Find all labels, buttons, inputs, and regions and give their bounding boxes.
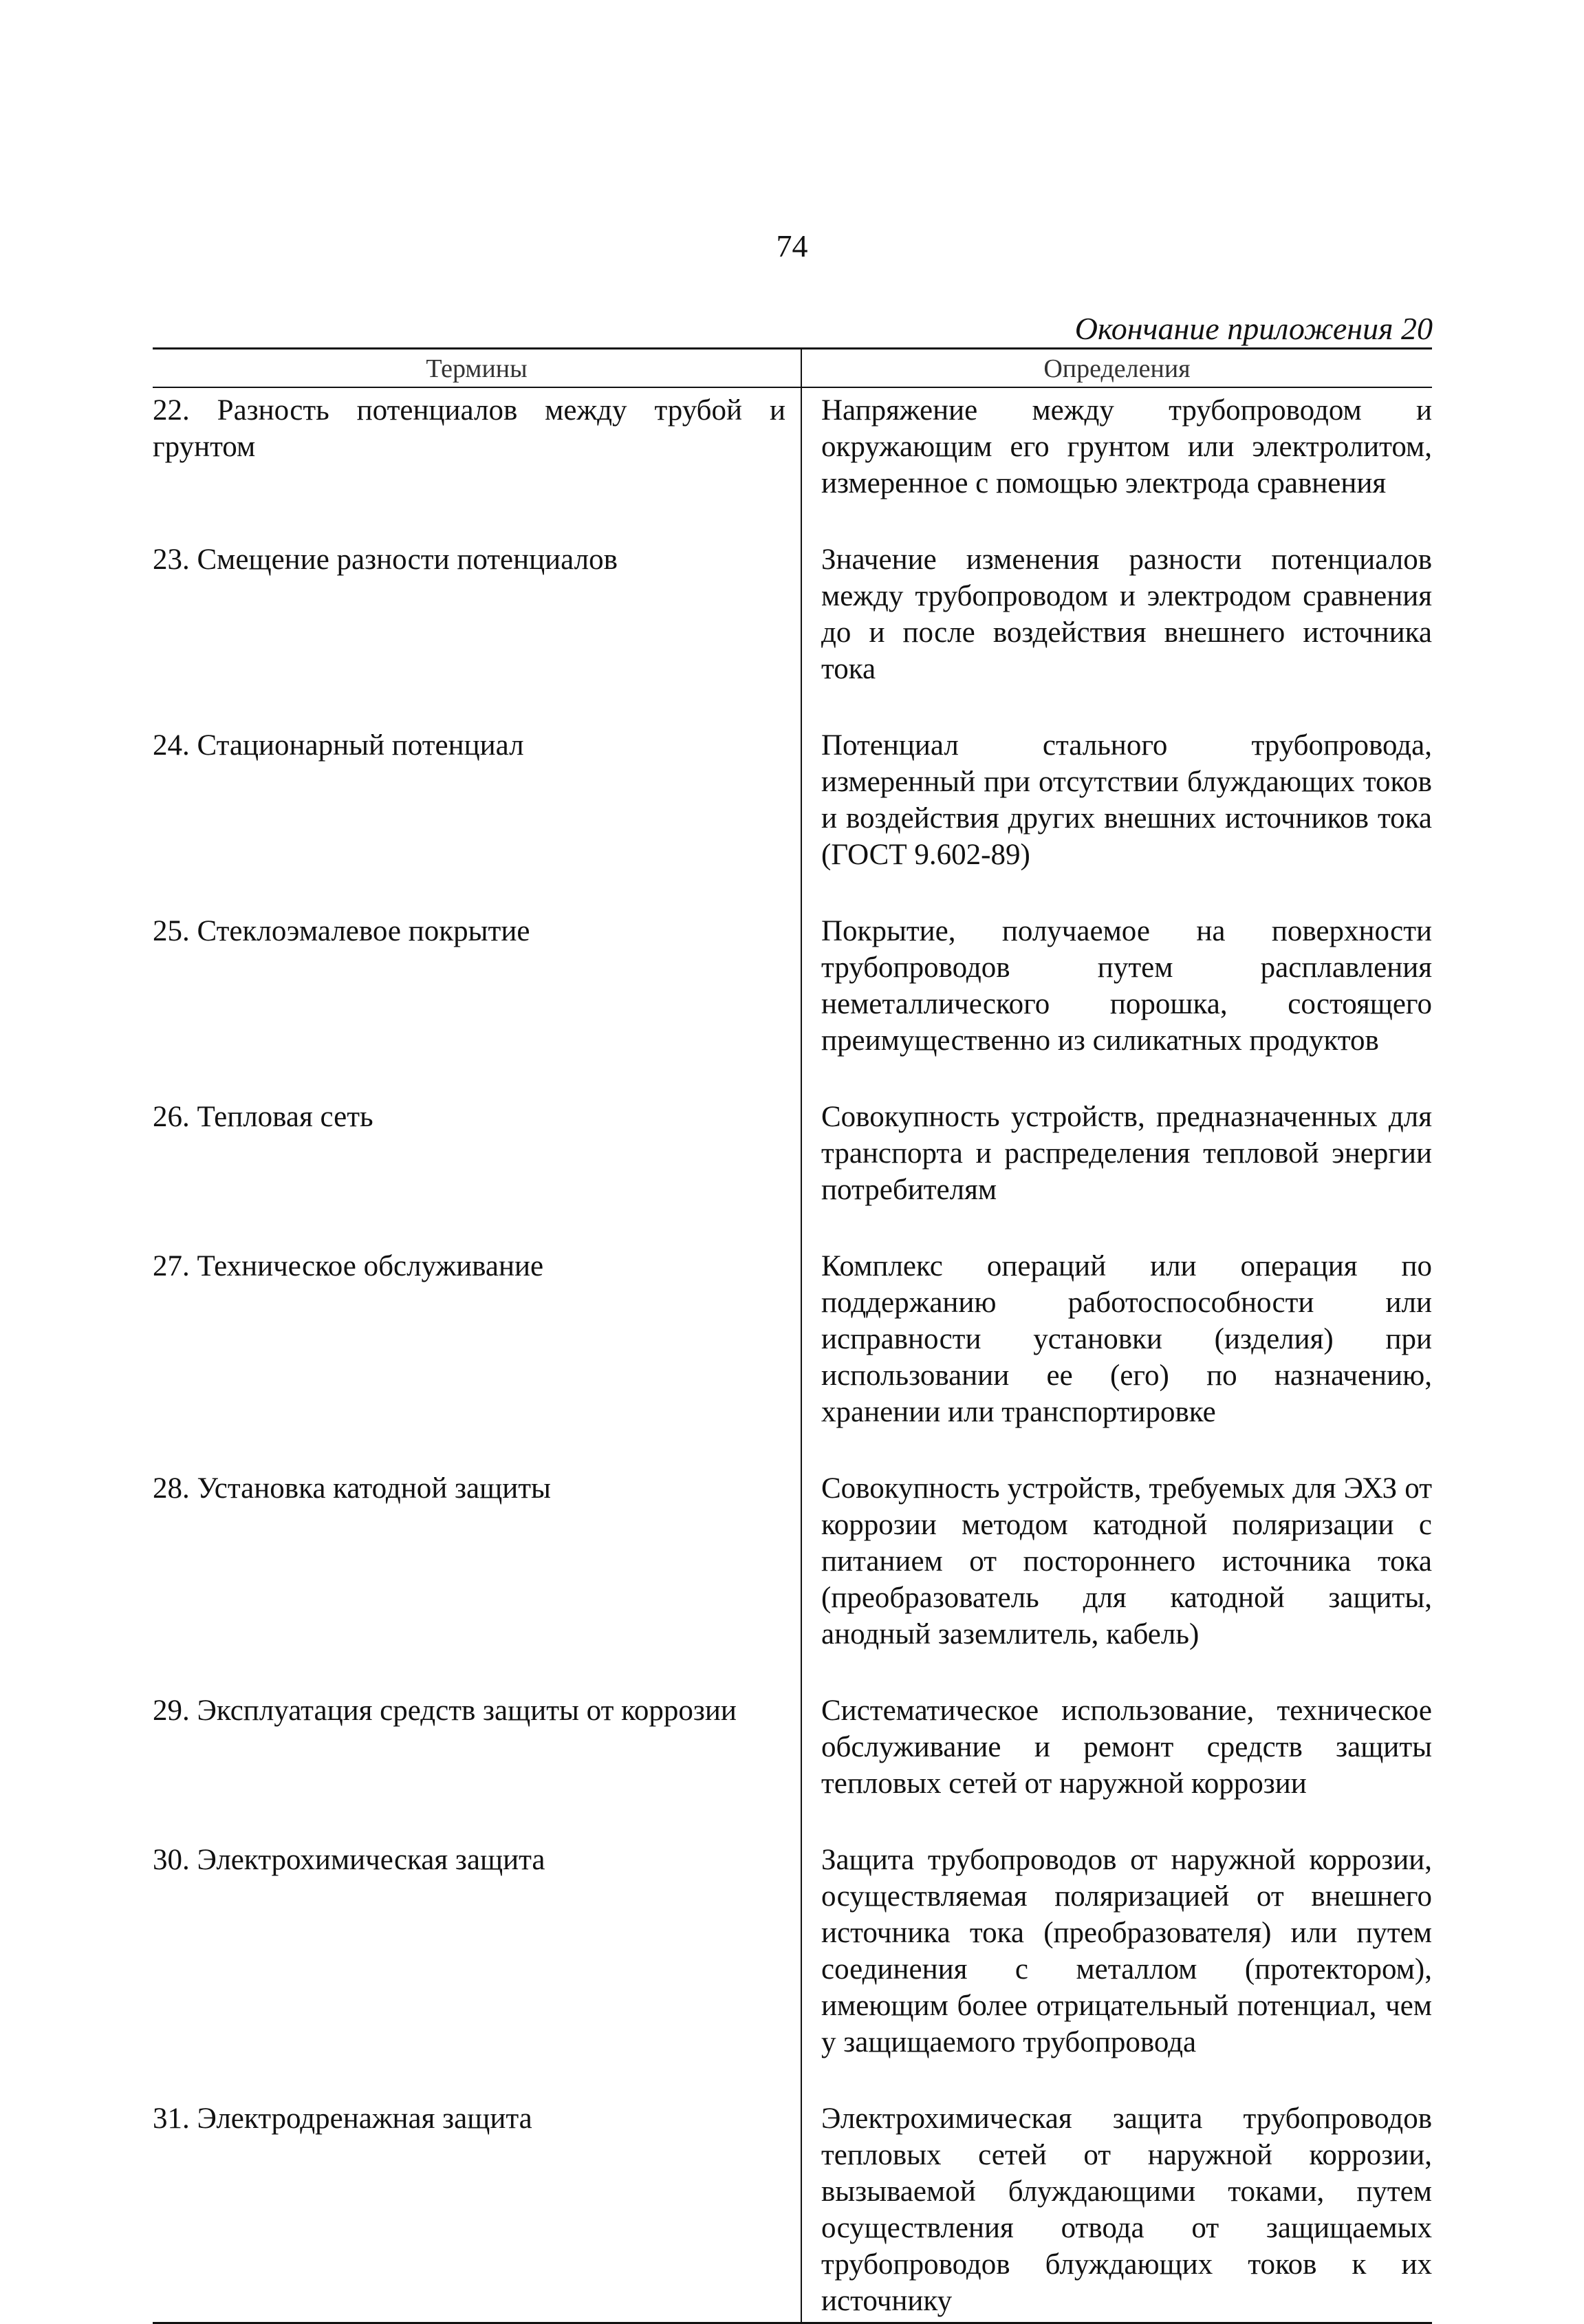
definition-cell: Значение изменения разности потенциалов между трубопроводом и электродом сравнения до и после воздействия внешнего источника тока <box>821 544 1432 685</box>
term-cell: 30. Электрохимическая защита <box>153 1842 801 2100</box>
term-cell: 26. Тепловая сеть <box>153 1099 801 1248</box>
table-row <box>153 913 1432 1099</box>
table-row <box>153 1842 1432 2100</box>
definition-cell: Совокупность устройств, требуемых для ЭХЗ от коррозии методом катодной поляризации с питанием от постороннего источника тока (преобразователь для катодной защиты, анодный заземлитель, кабель) <box>821 1472 1432 1650</box>
header-definitions: Определения <box>1043 354 1191 383</box>
definition-cell: Покрытие, получаемое на поверхности трубопроводов путем расплавления неметаллического порошка, состоящего преимущественно из силикатных продуктов <box>821 915 1432 1057</box>
definition-cell: Комплекс операций или операция по поддержанию работоспособности или исправности установки (изделия) при использовании ее (его) по назначению, хранении или транспортировке <box>821 1250 1432 1428</box>
page-number: 74 <box>776 228 808 263</box>
appendix-caption: Окончание приложения 20 <box>1074 311 1433 346</box>
table-header-row <box>153 349 1432 388</box>
term-cell: 27. Техническое обслуживание <box>153 1248 801 1470</box>
definition-cell: Совокупность устройств, предназначенных для транспорта и распределения тепловой энергии потребителям <box>821 1101 1432 1206</box>
definition-cell: Электрохимическая защита трубопроводов тепловых сетей от наружной коррозии, вызываемой блуждающими токами, путем осуществления отвода от защищаемых трубопроводов блуждающих токов к их источнику <box>821 2102 1432 2317</box>
definition-cell: Напряжение между трубопроводом и окружающим его грунтом или электролитом, измеренное с помощью электрода сравнения <box>821 394 1432 499</box>
term-cell: 31. Электродренажная защита <box>153 2100 801 2323</box>
definition-cell: Систематическое использование, техническое обслуживание и ремонт средств защиты тепловых сетей от наружной коррозии <box>821 1694 1432 1800</box>
terms-table <box>153 347 1432 2324</box>
table-row <box>153 1470 1432 1692</box>
term-cell: 25. Стеклоэмалевое покрытие <box>153 913 801 1099</box>
table-row <box>153 727 1432 913</box>
table-row <box>153 1692 1432 1842</box>
term-cell: 29. Эксплуатация средств защиты от коррозии <box>153 1692 801 1842</box>
term-cell: 23. Смещение разности потенциалов <box>153 541 801 727</box>
table-row <box>153 387 1432 541</box>
definition-cell: Защита трубопроводов от наружной коррозии, осуществляемая поляризацией от внешнего источника тока (преобразователя) или путем соединения с металлом (протектором), имеющим более отрицательный потенциал, чем у защищаемого трубопровода <box>821 1844 1432 2058</box>
table-row <box>153 2100 1432 2323</box>
term-cell: 24. Стационарный потенциал <box>153 727 801 913</box>
table-row <box>153 1248 1432 1470</box>
definition-cell: Потенциал стального трубопровода, измеренный при отсутствии блуждающих токов и воздействия других внешних источников тока (ГОСТ 9.602-89) <box>821 729 1432 871</box>
header-terms: Термины <box>153 349 801 388</box>
term-cell: 28. Установка катодной защиты <box>153 1470 801 1692</box>
term-cell: 22. Разность потенциалов между трубой и грунтом <box>153 387 801 541</box>
table-row <box>153 541 1432 727</box>
table-row <box>153 1099 1432 1248</box>
